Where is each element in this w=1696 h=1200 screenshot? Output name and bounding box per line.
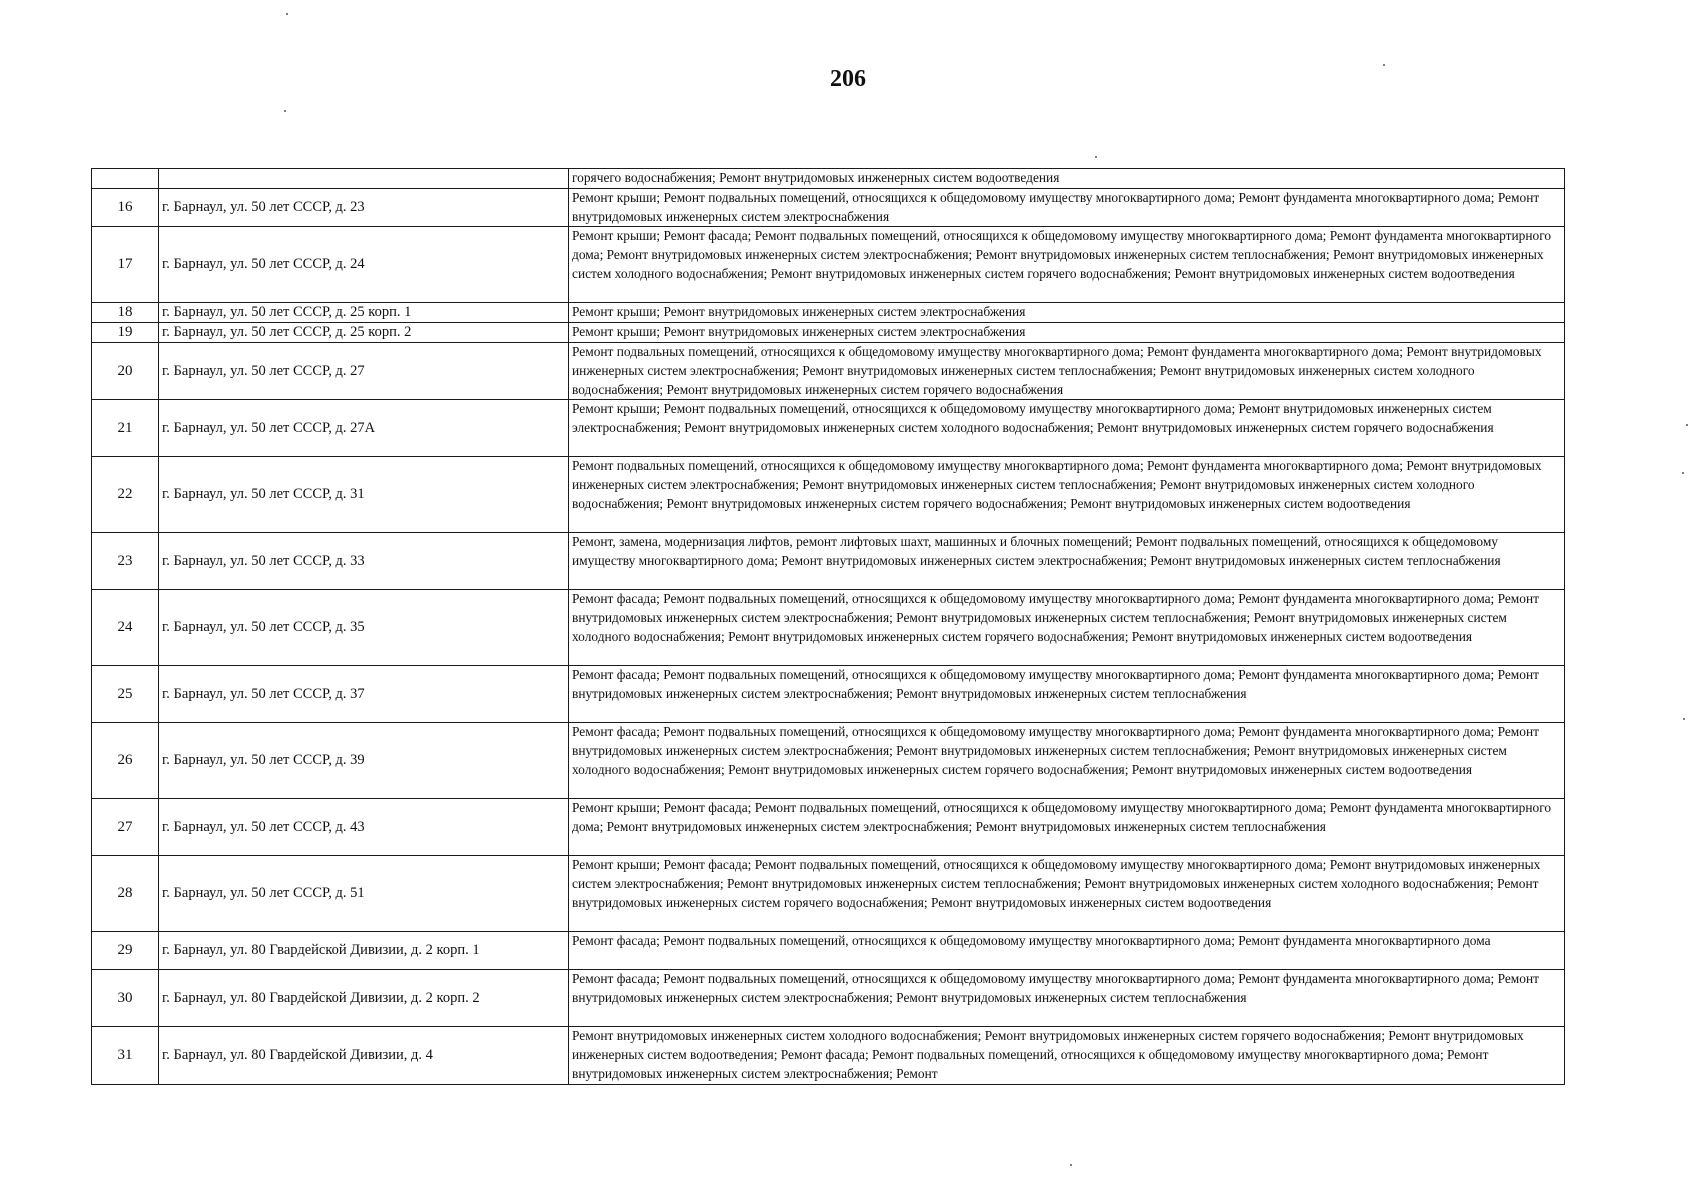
table-row (92, 169, 1565, 189)
row-number: 23 (92, 533, 159, 590)
row-address: г. Барнаул, ул. 50 лет СССР, д. 39 (159, 723, 569, 799)
row-works: Ремонт фасада; Ремонт подвальных помещений, относящихся к общедомовому имуществу многоквартирного дома; Ремонт фундамента многоквартирного дома; Ремонт внутридомовых инженерных систем электроснабжения; Ремонт внутридомовых инженерных систем теплоснабжения; Ремонт внутридомовых инженерных систем холодного водоснабжения; Ремонт внутридомовых инженерных систем горячего водоснабжения; Ремонт внутридомовых инженерных систем водоотведения (569, 590, 1565, 666)
row-number: 18 (92, 303, 159, 323)
row-address: г. Барнаул, ул. 50 лет СССР, д. 25 корп. 2 (159, 323, 569, 343)
row-works: Ремонт фасада; Ремонт подвальных помещений, относящихся к общедомовому имуществу многоквартирного дома; Ремонт фундамента многоквартирного дома; Ремонт внутридомовых инженерных систем электроснабжения; Ремонт внутридомовых инженерных систем теплоснабжения (569, 666, 1565, 723)
row-number (92, 169, 159, 189)
row-address: г. Барнаул, ул. 50 лет СССР, д. 31 (159, 457, 569, 533)
table-row (92, 723, 1565, 799)
row-works: Ремонт внутридомовых инженерных систем холодного водоснабжения; Ремонт внутридомовых инженерных систем горячего водоснабжения; Ремонт внутридомовых инженерных систем водоотведения; Ремонт фасада; Ремонт подвальных помещений, относящихся к общедомовому имуществу многоквартирного дома; Ремонт внутридомовых инженерных систем электроснабжения; Ремонт (569, 1027, 1565, 1084)
scan-speck (1383, 64, 1385, 66)
row-address: г. Барнаул, ул. 50 лет СССР, д. 43 (159, 799, 569, 856)
scan-speck (1095, 156, 1097, 158)
table-row (92, 932, 1565, 970)
table-row (92, 188, 1565, 227)
scan-speck (1682, 472, 1684, 474)
row-address: г. Барнаул, ул. 80 Гвардейской Дивизии, д. 4 (159, 1027, 569, 1084)
row-number: 30 (92, 970, 159, 1027)
table-row (92, 533, 1565, 590)
page-number: 206 (830, 66, 866, 92)
row-address: г. Барнаул, ул. 50 лет СССР, д. 27А (159, 400, 569, 457)
table-row (92, 323, 1565, 343)
row-number: 25 (92, 666, 159, 723)
row-number: 26 (92, 723, 159, 799)
row-works: Ремонт крыши; Ремонт фасада; Ремонт подвальных помещений, относящихся к общедомовому имуществу многоквартирного дома; Ремонт фундамента многоквартирного дома; Ремонт внутридомовых инженерных систем электроснабжения; Ремонт внутридомовых инженерных систем теплоснабжения (569, 799, 1565, 856)
row-number: 28 (92, 856, 159, 932)
table-row (92, 457, 1565, 533)
row-number: 19 (92, 323, 159, 343)
scan-speck (286, 13, 288, 15)
row-address: г. Барнаул, ул. 50 лет СССР, д. 33 (159, 533, 569, 590)
row-address: г. Барнаул, ул. 80 Гвардейской Дивизии, д. 2 корп. 1 (159, 932, 569, 970)
row-address: г. Барнаул, ул. 50 лет СССР, д. 24 (159, 227, 569, 303)
row-works: Ремонт фасада; Ремонт подвальных помещений, относящихся к общедомовому имуществу многоквартирного дома; Ремонт фундамента многоквартирного дома (569, 932, 1565, 970)
row-number: 17 (92, 227, 159, 303)
table-row (92, 970, 1565, 1027)
row-works: Ремонт подвальных помещений, относящихся к общедомовому имуществу многоквартирного дома; Ремонт фундамента многоквартирного дома; Ремонт внутридомовых инженерных систем электроснабжения; Ремонт внутридомовых инженерных систем теплоснабжения; Ремонт внутридомовых инженерных систем холодного водоснабжения; Ремонт внутридомовых инженерных систем горячего водоснабжения (569, 342, 1565, 399)
scan-speck (1683, 718, 1685, 720)
row-number: 22 (92, 457, 159, 533)
row-works: Ремонт крыши; Ремонт фасада; Ремонт подвальных помещений, относящихся к общедомовому имуществу многоквартирного дома; Ремонт внутридомовых инженерных систем электроснабжения; Ремонт внутридомовых инженерных систем теплоснабжения; Ремонт внутридомовых инженерных систем холодного водоснабжения; Ремонт внутридомовых инженерных систем горячего водоснабжения; Ремонт внутридомовых инженерных систем водоотведения (569, 856, 1565, 932)
scan-speck (1070, 1164, 1072, 1166)
table-row (92, 799, 1565, 856)
repair-works-table (91, 168, 1565, 1085)
row-works: Ремонт, замена, модернизация лифтов, ремонт лифтовых шахт, машинных и блочных помещений; Ремонт подвальных помещений, относящихся к общедомовому имуществу многоквартирного дома; Ремонт внутридомовых инженерных систем электроснабжения; Ремонт внутридомовых инженерных систем теплоснабжения (569, 533, 1565, 590)
row-address: г. Барнаул, ул. 80 Гвардейской Дивизии, д. 2 корп. 2 (159, 970, 569, 1027)
table-row (92, 227, 1565, 303)
table-row (92, 590, 1565, 666)
row-address: г. Барнаул, ул. 50 лет СССР, д. 25 корп. 1 (159, 303, 569, 323)
table-row (92, 666, 1565, 723)
row-works: Ремонт фасада; Ремонт подвальных помещений, относящихся к общедомовому имуществу многоквартирного дома; Ремонт фундамента многоквартирного дома; Ремонт внутридомовых инженерных систем электроснабжения; Ремонт внутридомовых инженерных систем теплоснабжения; Ремонт внутридомовых инженерных систем холодного водоснабжения; Ремонт внутридомовых инженерных систем горячего водоснабжения; Ремонт внутридомовых инженерных систем водоотведения (569, 723, 1565, 799)
row-works: Ремонт крыши; Ремонт подвальных помещений, относящихся к общедомовому имуществу многоквартирного дома; Ремонт внутридомовых инженерных систем электроснабжения; Ремонт внутридомовых инженерных систем холодного водоснабжения; Ремонт внутридомовых инженерных систем горячего водоснабжения (569, 400, 1565, 457)
row-number: 16 (92, 188, 159, 227)
table-row (92, 342, 1565, 399)
row-address: г. Барнаул, ул. 50 лет СССР, д. 51 (159, 856, 569, 932)
row-works: Ремонт фасада; Ремонт подвальных помещений, относящихся к общедомовому имуществу многоквартирного дома; Ремонт фундамента многоквартирного дома; Ремонт внутридомовых инженерных систем электроснабжения; Ремонт внутридомовых инженерных систем теплоснабжения (569, 970, 1565, 1027)
table-row (92, 400, 1565, 457)
row-works: Ремонт крыши; Ремонт внутридомовых инженерных систем электроснабжения (569, 323, 1565, 343)
scan-speck (284, 110, 286, 112)
row-number: 21 (92, 400, 159, 457)
row-number: 24 (92, 590, 159, 666)
row-number: 29 (92, 932, 159, 970)
row-address (159, 169, 569, 189)
table-row (92, 303, 1565, 323)
row-works: Ремонт крыши; Ремонт фасада; Ремонт подвальных помещений, относящихся к общедомовому имуществу многоквартирного дома; Ремонт фундамента многоквартирного дома; Ремонт внутридомовых инженерных систем электроснабжения; Ремонт внутридомовых инженерных систем теплоснабжения; Ремонт внутридомовых инженерных систем холодного водоснабжения; Ремонт внутридомовых инженерных систем горячего водоснабжения; Ремонт внутридомовых инженерных систем водоотведения (569, 227, 1565, 303)
row-address: г. Барнаул, ул. 50 лет СССР, д. 37 (159, 666, 569, 723)
table-row (92, 1027, 1565, 1084)
row-works: Ремонт крыши; Ремонт внутридомовых инженерных систем электроснабжения (569, 303, 1565, 323)
row-works: Ремонт подвальных помещений, относящихся к общедомовому имуществу многоквартирного дома; Ремонт фундамента многоквартирного дома; Ремонт внутридомовых инженерных систем электроснабжения; Ремонт внутридомовых инженерных систем теплоснабжения; Ремонт внутридомовых инженерных систем холодного водоснабжения; Ремонт внутридомовых инженерных систем горячего водоснабжения; Ремонт внутридомовых инженерных систем водоотведения (569, 457, 1565, 533)
row-number: 20 (92, 342, 159, 399)
row-number: 31 (92, 1027, 159, 1084)
row-address: г. Барнаул, ул. 50 лет СССР, д. 27 (159, 342, 569, 399)
table-row (92, 856, 1565, 932)
scan-speck (1686, 424, 1688, 426)
row-address: г. Барнаул, ул. 50 лет СССР, д. 23 (159, 188, 569, 227)
row-number: 27 (92, 799, 159, 856)
row-works: горячего водоснабжения; Ремонт внутридомовых инженерных систем водоотведения (569, 169, 1565, 189)
row-address: г. Барнаул, ул. 50 лет СССР, д. 35 (159, 590, 569, 666)
row-works: Ремонт крыши; Ремонт подвальных помещений, относящихся к общедомовому имуществу многоквартирного дома; Ремонт фундамента многоквартирного дома; Ремонт внутридомовых инженерных систем электроснабжения (569, 188, 1565, 227)
